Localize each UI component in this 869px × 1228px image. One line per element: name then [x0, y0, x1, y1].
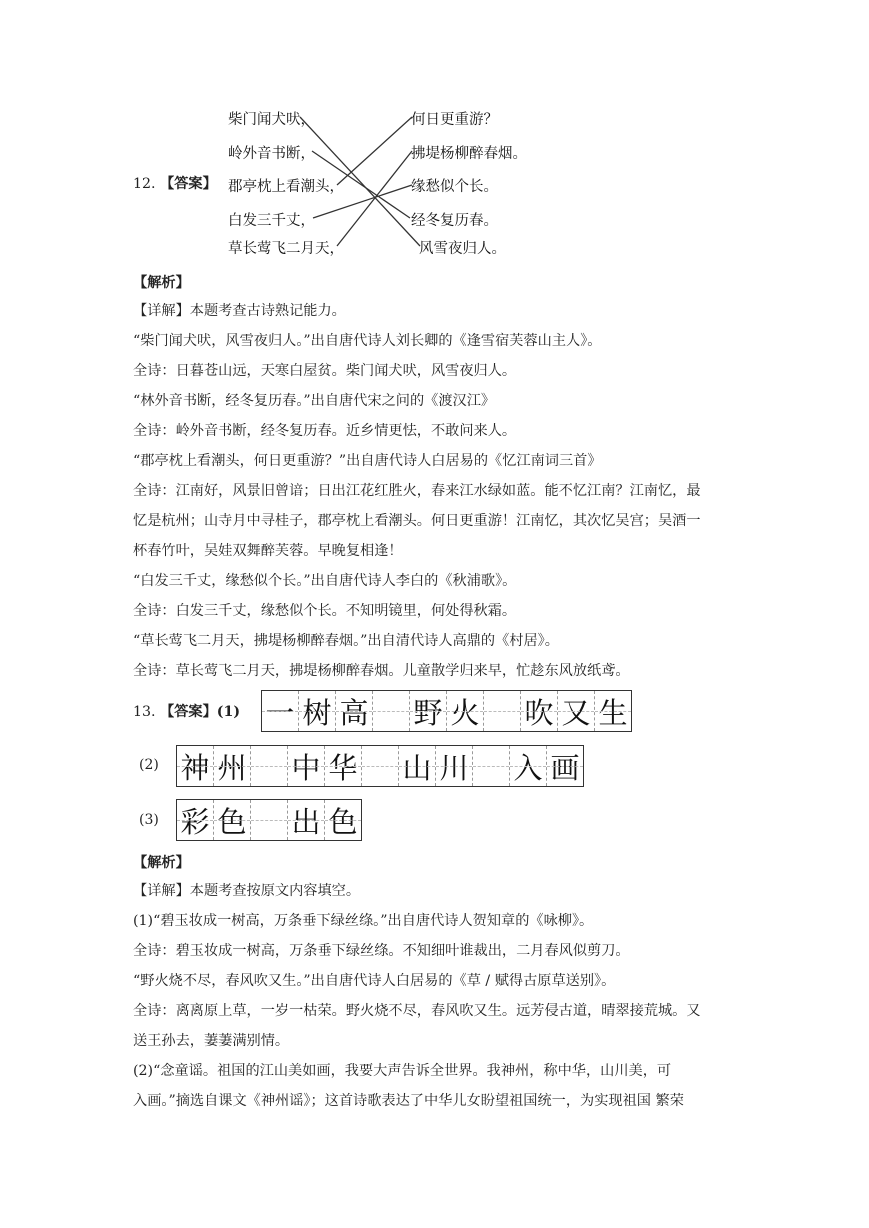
q13-grid3-cell: 色 — [325, 800, 361, 840]
q13-grid3-cell: 出 — [288, 800, 325, 840]
q12-left-4: 白发三千丈， — [228, 213, 315, 229]
analysis13-line: 入画。”摘选自课文《神州谣》；这首诗歌表达了中华儿女盼望祖国统一，为实现祖国 繁荣 — [133, 1093, 684, 1109]
q13-grid1-cell — [484, 691, 521, 731]
q13-grid1-cell: 生 — [595, 691, 631, 731]
analysis13-line: “野火烧不尽，春风吹又生。”出自唐代诗人白居易的《草 / 赋得古原草送别》。 — [133, 973, 616, 989]
q12-right-4: 经冬复历春。 — [411, 213, 498, 229]
q13-grid1-cell — [373, 691, 410, 731]
analysis12-line: 全诗：白发三千丈，缘愁似个长。不知明镜里，何处得秋霜。 — [133, 603, 517, 619]
q12-right-3: 缘愁似个长。 — [411, 179, 498, 195]
q13-answer-tag: 【答案】(1) — [160, 704, 241, 720]
q12-number: 12. — [133, 176, 156, 192]
q13-grid2-cell: 中 — [288, 746, 325, 786]
q12-left-1: 柴门闻犬吠， — [228, 112, 315, 128]
analysis12-line: “林外音书断，经冬复历春。”出自唐代宋之问的《渡汉江》 — [133, 393, 496, 409]
q13-grid1-cell: 高 — [336, 691, 373, 731]
q12-match-line — [337, 151, 412, 246]
q12-left-3: 郡亭枕上看潮头， — [228, 179, 344, 195]
q13-number: 13. — [133, 704, 156, 720]
q13-label-3: (3) — [139, 812, 159, 828]
analysis13-line: 【详解】本题考查按原文内容填空。 — [133, 883, 361, 899]
q13-grid1-cell: 树 — [299, 691, 336, 731]
q13-grid2-cell: 入 — [510, 746, 547, 786]
q13-grid1-cell: 又 — [558, 691, 595, 731]
q12-match-line — [337, 117, 412, 185]
q13-grid1-cell: 火 — [447, 691, 484, 731]
analysis13-line: (2)“念童谣。祖国的江山美如画，我要大声告诉全世界。我神州，称中华，山川美，可 — [133, 1063, 672, 1079]
analysis13-line: (1)“碧玉妆成一树高，万条垂下绿丝绦。”出自唐代诗人贺知章的《咏柳》。 — [133, 913, 594, 929]
q12-matching-figure — [0, 0, 869, 270]
analysis12-line: “白发三千丈，缘愁似个长。”出自唐代诗人李白的《秋浦歌》。 — [133, 573, 517, 589]
analysis12-line: “柴门闻犬吠，风雪夜归人。”出自唐代诗人刘长卿的《逢雪宿芙蓉山主人》。 — [133, 333, 602, 349]
q13-answer-grid-2 — [176, 745, 584, 787]
q13-grid3-cell: 彩 — [177, 800, 214, 840]
q12-answer-tag: 【答案】 — [160, 176, 217, 192]
analysis13-line: 送王孙去，萋萋满别情。 — [133, 1033, 290, 1049]
analysis12-line: 全诗：草长莺飞二月天，拂堤杨柳醉春烟。儿童散学归来早，忙趁东风放纸鸢。 — [133, 663, 630, 679]
analysis12-line: 【解析】 — [133, 275, 190, 291]
q13-grid1-cell: 一 — [262, 691, 299, 731]
analysis12-line: 全诗：江南好，风景旧曾谙；日出江花红胜火，春来江水绿如蓝。能不忆江南？江南忆，最 — [133, 483, 701, 499]
q12-left-2: 岭外音书断， — [228, 146, 315, 162]
q13-grid2-cell: 画 — [547, 746, 583, 786]
q12-right-5: 风雪夜归人。 — [419, 241, 506, 257]
analysis13-line: 【解析】 — [133, 855, 190, 871]
q13-grid1-cell: 吹 — [521, 691, 558, 731]
q13-grid2-cell — [473, 746, 510, 786]
q13-grid2-cell — [362, 746, 399, 786]
q13-grid2-cell: 川 — [436, 746, 473, 786]
q13-grid2-cell: 山 — [399, 746, 436, 786]
analysis12-line: 全诗：岭外音书断，经冬复历春。近乡情更怯，不敢问来人。 — [133, 423, 517, 439]
analysis12-line: 杯春竹叶，吴娃双舞醉芙蓉。早晚复相逢！ — [133, 543, 403, 559]
q13-grid2-cell — [251, 746, 288, 786]
q13-grid2-cell: 神 — [177, 746, 214, 786]
q13-grid1-cell: 野 — [410, 691, 447, 731]
q13-label-2: (2) — [139, 757, 159, 773]
q13-answer-grid-1 — [261, 690, 632, 732]
analysis12-line: 【详解】本题考查古诗熟记能力。 — [133, 303, 346, 319]
analysis12-line: 全诗：日暮苍山远，天寒白屋贫。柴门闻犬吠，风雪夜归人。 — [133, 363, 517, 379]
analysis12-line: 忆是杭州；山寺月中寻桂子，郡亭枕上看潮头。何日更重游！江南忆，其次忆吴宫；吴酒一 — [133, 513, 701, 529]
analysis12-line: “草长莺飞二月天，拂堤杨柳醉春烟。”出自清代诗人高鼎的《村居》。 — [133, 633, 559, 649]
q13-grid2-cell: 州 — [214, 746, 251, 786]
q13-grid3-cell: 色 — [214, 800, 251, 840]
q13-grid2-cell: 华 — [325, 746, 362, 786]
q12-right-1: 何日更重游？ — [411, 112, 498, 128]
analysis13-line: 全诗：碧玉妆成一树高，万条垂下绿丝绦。不知细叶谁裁出，二月春风似剪刀。 — [133, 943, 630, 959]
q12-left-5: 草长莺飞二月天， — [228, 241, 344, 257]
analysis13-line: 全诗：离离原上草，一岁一枯荣。野火烧不尽，春风吹又生。远芳侵古道，晴翠接荒城。又 — [133, 1003, 701, 1019]
q13-grid3-cell — [251, 800, 288, 840]
analysis12-line: “郡亭枕上看潮头，何日更重游？”出自唐代诗人白居易的《忆江南词三首》 — [133, 453, 602, 469]
q13-answer-grid-3 — [176, 799, 362, 841]
q12-right-2: 拂堤杨柳醉春烟。 — [411, 146, 527, 162]
